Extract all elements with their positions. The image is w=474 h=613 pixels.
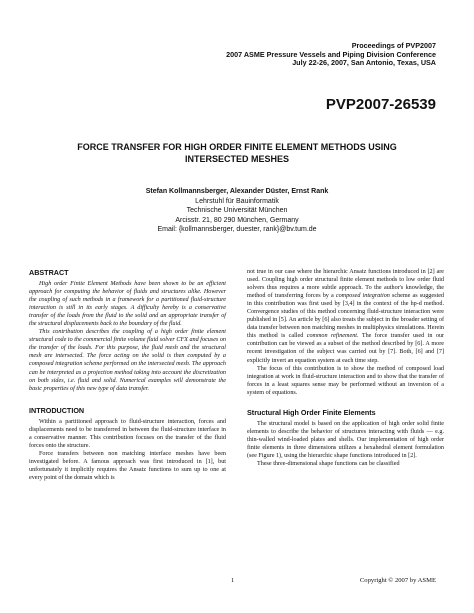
title-line: INTERSECTED MESHES	[184, 153, 289, 164]
introduction-paragraph: Within a partitioned approach to fluid-structure interaction, forces and displacements need to be transferred in between the fluid-structure interface in a conservative manner. This contribution focuses on the transfer of the fluid forces onto the structure.	[29, 418, 226, 449]
right-column	[247, 268, 444, 468]
affiliation-line: Arcisstr. 21, 80 290 München, Germany	[175, 216, 299, 224]
emphasis-text: common refinement	[306, 333, 357, 340]
proceedings-line: Proceedings of PVP2007	[351, 41, 436, 50]
emphasis-text: composed integration	[335, 293, 390, 300]
left-column	[29, 268, 226, 482]
text-run: not true in our case where the hierarchic Ansatz functions introduced in [2] are used. Coupling high order structural finite element methods to low order fluid solvers thus requires a more subtle approach. To the author's knowledge, the method of transferring forces by a	[247, 269, 444, 300]
author-names: Stefan Kollmannsberger, Alexander Düster, Ernst Rank	[145, 188, 329, 195]
title-line: FORCE TRANSFER FOR HIGH ORDER FINITE ELEMENT METHODS USING	[77, 142, 397, 152]
proceedings-line: July 22-26, 2007, San Antonio, Texas, USA	[292, 58, 436, 68]
affiliation-line: Technische Universität München	[186, 207, 288, 215]
body-paragraph: These three-dimensional shape functions can be classified	[257, 460, 400, 467]
body-paragraph: The structural model is based on the application of high order solid finite elements to describe the behavior of structures interacting with fluids — e.g. thin-walled wind-loaded plates and shells. Our implementation of high order finite elements in three dimensions utilizes a hexahedral element formulation (see Figure 1), using the hierarchic shape functions introduced in [2].	[247, 420, 444, 459]
paper-title	[40, 142, 434, 165]
introduction-paragraph: Force transfers between non matching interface meshes have been investigated before. A famous approach was first introduced in [1], but unfortunately it implicitly requires the Ansatz functions to sum up to one at every point of the domain which is	[29, 450, 226, 481]
body-paragraph: The focus of this contribution is to show the method of composed load integration at work in fluid-structure interaction and to show that the transfer of forces in a least squares sense may be performed without an inversion of a system of equations.	[247, 365, 444, 396]
abstract-paragraph: High order Finite Element Methods have been shown to be an efficient approach for computing the behavior of fluids and structures alike. However the coupling of such methods in a framework for a partitioned fluid-structure interaction is still in its early stages. A difficulty hereby is a conservative transfer of the loads from the fluid to the solid and an appropriate transfer of the structural displacements back to the boundary of the fluid.	[29, 281, 226, 328]
paper-id: PVP2007-26539	[325, 96, 436, 113]
affiliation-line: Lehrstuhl für Bauinformatik	[195, 197, 279, 205]
copyright-notice: Copyright © 2007 by ASME	[359, 577, 436, 584]
section-heading: Structural High Order Finite Elements	[247, 407, 376, 417]
text-run: scheme as suggested in this contribution was first used by [3,4] in the context of the hp-d method. Convergence studies of this method concerning fluid-structure interaction were published in [5]. An article by [6] also treats the subject in the broader setting of data transfer between non matching meshes in multiphysics simulations. Herein this method is called	[247, 293, 444, 340]
text-run: . The force transfer used in our contribution can be viewed as a subset of the method described by [6]. A more recent investigation of the subject was carried out by [7]. Both, [6] and [7] explicitly invert an equation system at each time step.	[247, 333, 445, 364]
introduction-heading: INTRODUCTION	[29, 405, 85, 415]
abstract-paragraph: This contribution describes the coupling of a high order finite element structural code to the commercial finite volume fluid solver CFX and focuses on the transfer of the loads. For this purpose, the fluid mesh and the structural mesh are intersected. The force acting on the solid is then computed by a composed integration scheme performed on the intersected mesh. The approach can be interpreted as a projection method taking into account the discretization on both sides, i.e. fluid and solid. Numerical examples will demonstrate the basic properties of this new type of data transfer.	[29, 329, 226, 392]
proceedings-header	[136, 42, 436, 68]
body-paragraph	[247, 268, 444, 365]
email-line: Email: {kollmannsberger, duester, rank}@bv.tum.de	[157, 226, 317, 234]
proceedings-line: 2007 ASME Pressure Vessels and Piping Division Conference	[226, 49, 436, 59]
page-number: 1	[231, 577, 235, 584]
author-block	[40, 187, 434, 235]
abstract-heading: ABSTRACT	[29, 268, 69, 277]
